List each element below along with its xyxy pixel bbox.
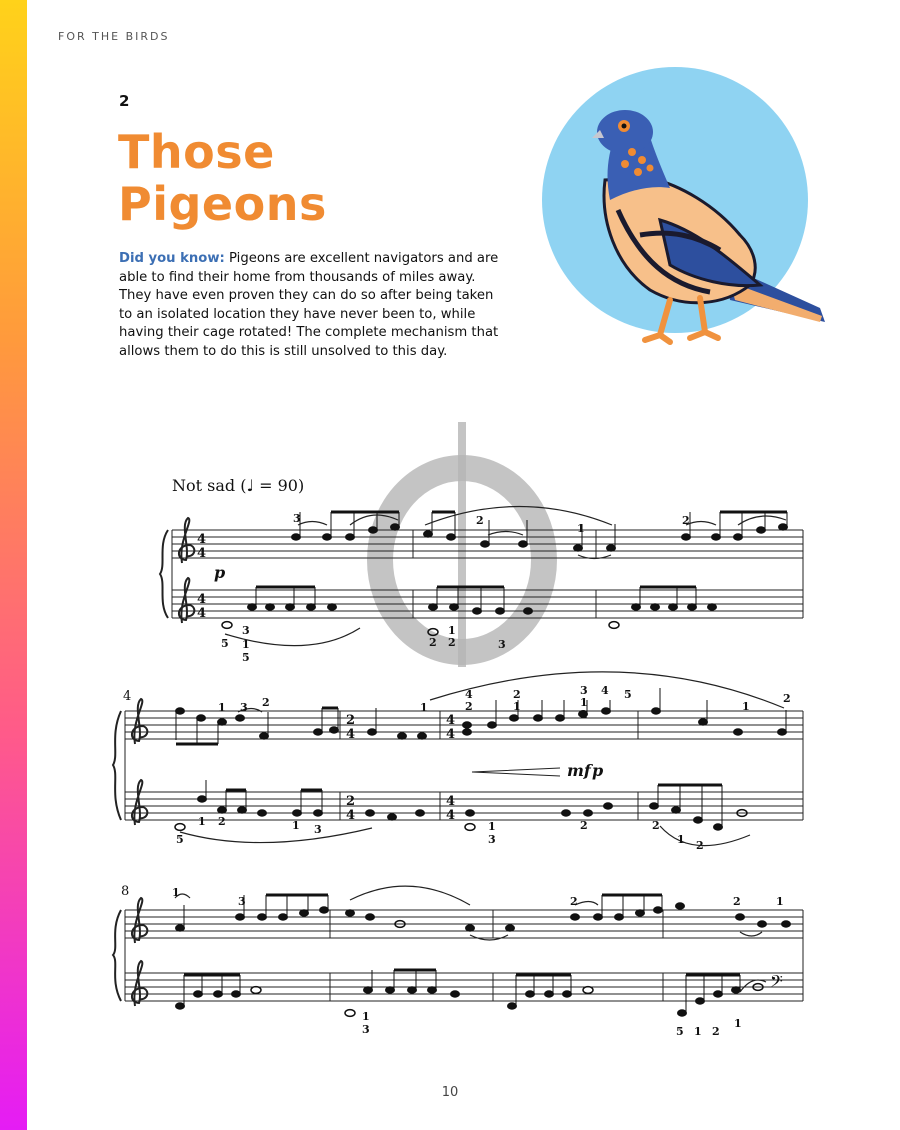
svg-text:2: 2 (448, 636, 456, 649)
dynamic-p-2: p (592, 761, 604, 780)
svg-text:1: 1 (172, 886, 180, 899)
svg-text:2: 2 (570, 895, 578, 908)
svg-text:5: 5 (624, 688, 632, 701)
svg-text:1: 1 (242, 638, 250, 651)
svg-text:1: 1 (580, 696, 588, 709)
svg-text:2: 2 (465, 700, 473, 713)
svg-text:1: 1 (292, 819, 300, 832)
svg-text:2: 2 (580, 819, 588, 832)
brace-1 (160, 530, 168, 618)
measure-number-4: 4 (123, 689, 132, 704)
svg-text:2: 2 (346, 713, 356, 728)
svg-text:1: 1 (218, 701, 226, 714)
svg-text:3: 3 (362, 1023, 370, 1036)
svg-text:5: 5 (221, 637, 229, 650)
piece-number: 2 (119, 92, 130, 110)
brace-2 (113, 711, 121, 820)
svg-text:1: 1 (742, 700, 750, 713)
svg-text:2: 2 (712, 1025, 720, 1038)
svg-text:2: 2 (696, 839, 704, 852)
svg-text:5: 5 (176, 833, 184, 846)
brace-3 (113, 910, 121, 1001)
svg-text:3: 3 (238, 895, 246, 908)
svg-text:2: 2 (682, 514, 690, 527)
svg-text:4: 4 (446, 727, 456, 742)
svg-text:2: 2 (783, 692, 791, 705)
svg-text:4: 4 (446, 794, 456, 809)
svg-text:4: 4 (197, 606, 207, 621)
running-head: FOR THE BIRDS (58, 30, 170, 43)
notes-system-1 (222, 512, 788, 635)
svg-text:3: 3 (240, 701, 248, 714)
svg-text:2: 2 (262, 696, 270, 709)
svg-text:4: 4 (197, 532, 207, 547)
svg-text:1: 1 (694, 1025, 702, 1038)
title-line-1: Those (118, 125, 275, 179)
slurs-system-1 (225, 507, 786, 646)
svg-text:1: 1 (577, 522, 585, 535)
slurs-system-3 (175, 886, 766, 992)
fact-text: Pigeons are excellent navigators and are able to find their home from thousands of miles away. They have even proven they can do so after being taken to an isolated location they have never been to, while having their cage rotated! The complete mechanism that allows them to do this is still unsolved to this day. (119, 251, 499, 359)
svg-text:2: 2 (429, 636, 437, 649)
svg-text:4: 4 (465, 688, 473, 701)
svg-text:1: 1 (198, 815, 206, 828)
tempo-marking: Not sad (♩ = 90) (172, 476, 305, 495)
fact-lead: Did you know: (119, 251, 225, 266)
svg-text:4: 4 (446, 808, 456, 823)
svg-text:2: 2 (652, 819, 660, 832)
svg-text:3: 3 (580, 684, 588, 697)
dynamic-mf: mf (567, 761, 591, 780)
svg-text:3: 3 (498, 638, 506, 651)
svg-text:3: 3 (293, 512, 301, 525)
crescendo-hairpin (472, 768, 560, 776)
svg-text:1: 1 (420, 701, 428, 714)
svg-text:2: 2 (346, 794, 356, 809)
svg-text:1: 1 (448, 624, 456, 637)
svg-text:2: 2 (218, 815, 226, 828)
svg-text:4: 4 (601, 684, 609, 697)
svg-text:1: 1 (776, 895, 784, 908)
svg-text:2: 2 (476, 514, 484, 527)
svg-text:3: 3 (314, 823, 322, 836)
page-number: 10 (441, 1085, 459, 1100)
svg-text:5: 5 (676, 1025, 684, 1038)
svg-text:2: 2 (513, 688, 521, 701)
svg-text:5: 5 (242, 651, 250, 664)
svg-text:4: 4 (346, 727, 356, 742)
system-3 (125, 910, 803, 1001)
svg-text:4: 4 (197, 546, 207, 561)
time-signatures (197, 532, 455, 823)
svg-text:2: 2 (733, 895, 741, 908)
notes-system-3 (176, 895, 791, 1016)
svg-text:1: 1 (513, 700, 521, 713)
svg-text:1: 1 (488, 820, 496, 833)
svg-text:3: 3 (488, 833, 496, 846)
svg-text:1: 1 (734, 1017, 742, 1030)
svg-text:1: 1 (362, 1010, 370, 1023)
svg-text:4: 4 (346, 808, 356, 823)
svg-text:4: 4 (197, 592, 207, 607)
notes-system-2 (175, 688, 787, 830)
svg-text:4: 4 (446, 713, 456, 728)
title-line-2: Pigeons (118, 177, 327, 231)
svg-text:1: 1 (677, 833, 685, 846)
measure-number-8: 8 (121, 884, 130, 899)
svg-text:2: 2 (580, 708, 588, 721)
bass-clef: 𝄢 (770, 971, 783, 995)
svg-text:3: 3 (242, 624, 250, 637)
dynamic-p: p (214, 563, 226, 582)
